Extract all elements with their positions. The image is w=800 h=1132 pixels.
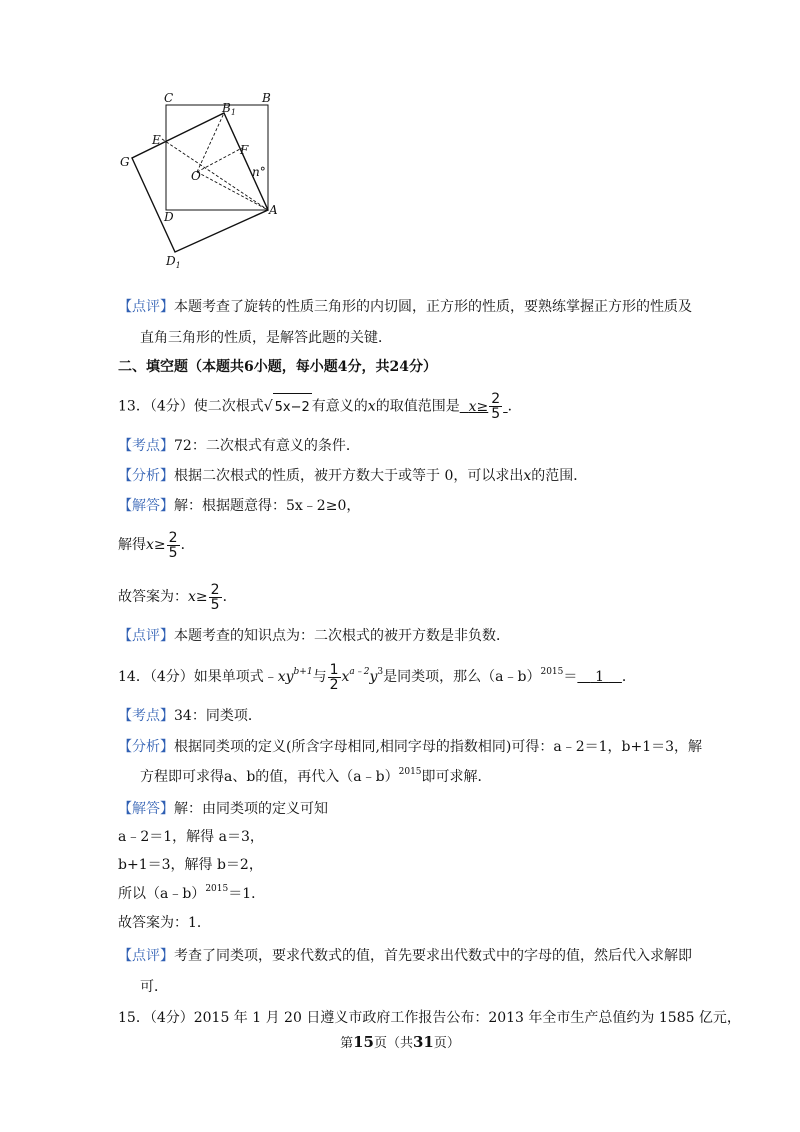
fraction: $\frac{2}{5}$ [491, 391, 501, 422]
dash-o-f [197, 148, 242, 172]
q13-answer-blank: x≥ $\frac{2}{5}$ [468, 391, 501, 422]
q14-analysis: 【分析】根据同类项的定义(所含字母相同,相同字母的指数相同)可得：a﹣2＝1，b+1＝3，解 [118, 739, 703, 755]
q13-analysis: 【分析】根据二次根式的性质，被开方数大于或等于 0，可以求出x的范围． [118, 468, 588, 484]
q13-point: 【考点】72：二次根式有意义的条件． [118, 438, 360, 454]
label-n: n° [252, 165, 266, 179]
section-title: 二、填空题（本题共6小题，每小题4分，共24分） [118, 359, 437, 375]
q15-stem: 15．（4分）2015 年 1 月 20 日遵义市政府工作报告公布：2013 年全市生产总值约为 1585 亿元， [118, 1010, 741, 1026]
q14-analysis-cont: 方程即可求得a、b的值，再代入（a﹣b）$^{2015}$即可求解． [140, 767, 492, 785]
page-footer: 第15页（共31页） [340, 1033, 460, 1051]
label-A: A [269, 203, 278, 217]
q14-step3: 所以（a﹣b）$^{2015}$＝1． [118, 884, 266, 902]
label-D: D [164, 210, 174, 224]
square-abcd [166, 105, 268, 210]
dash-o-b1 [197, 113, 224, 172]
q14-point: 【考点】34：同类项． [118, 708, 262, 724]
q14-answer-blank: 1 [590, 669, 609, 685]
label-C: C [164, 91, 174, 105]
label-G: G [120, 155, 130, 169]
q12-review: 【点评】本题考查了旋转的性质三角形的内切圆，正方形的性质，要熟练掌握正方形的性质及 [118, 299, 692, 315]
rotation-square-figure [110, 88, 290, 273]
q14-answer: 【解答】解：由同类项的定义可知 [118, 801, 328, 817]
label-B1: $B_1$ [222, 101, 236, 117]
q14-stem: 14．（4分）如果单项式$﹣xy^{b+1}$与 $\frac{1}{2}$ $x^{a﹣2}y^3$是同类项，那么（a﹣b）$^{2015}$＝ 1 ． [118, 661, 636, 693]
q14-step2: b+1＝3，解得 b＝2， [118, 857, 263, 873]
q14-final: 故答案为：1． [118, 915, 211, 931]
q13-solution: 解得x≥ $\frac{2}{5}$ ． [118, 529, 195, 561]
q12-review-cont: 直角三角形的性质，是解答此题的关键． [140, 330, 392, 346]
label-O: O [191, 169, 201, 183]
total-pages: 31 [413, 1033, 434, 1051]
q13-answer: 【解答】解：根据题意得：5x﹣2≥0， [118, 498, 361, 514]
radicand: 5x−2 [273, 393, 312, 422]
q14-review: 【点评】考查了同类项，要求代数式的值，首先要求出代数式中的字母的值，然后代入求解即 [118, 948, 692, 964]
label-F: F [240, 143, 249, 157]
q13-final: 故答案为：x≥ $\frac{2}{5}$ ． [118, 581, 237, 613]
q13-review: 【点评】本题考查的知识点为：二次根式的被开方数是非负数． [118, 628, 510, 644]
q14-step1: a﹣2＝1，解得 a＝3， [118, 829, 264, 845]
review-tag: 【点评】 [118, 299, 174, 315]
page-number: 15 [353, 1033, 374, 1051]
q14-review-cont: 可． [140, 979, 168, 995]
label-E: E [152, 133, 161, 147]
q13-stem: 13．（4分）使二次根式√ 5x−2 有意义的x的取值范围是 x≥ $\frac{2}{5}$ ． [118, 391, 522, 422]
label-B: B [262, 91, 271, 105]
label-D1: $D_1$ [166, 254, 181, 270]
